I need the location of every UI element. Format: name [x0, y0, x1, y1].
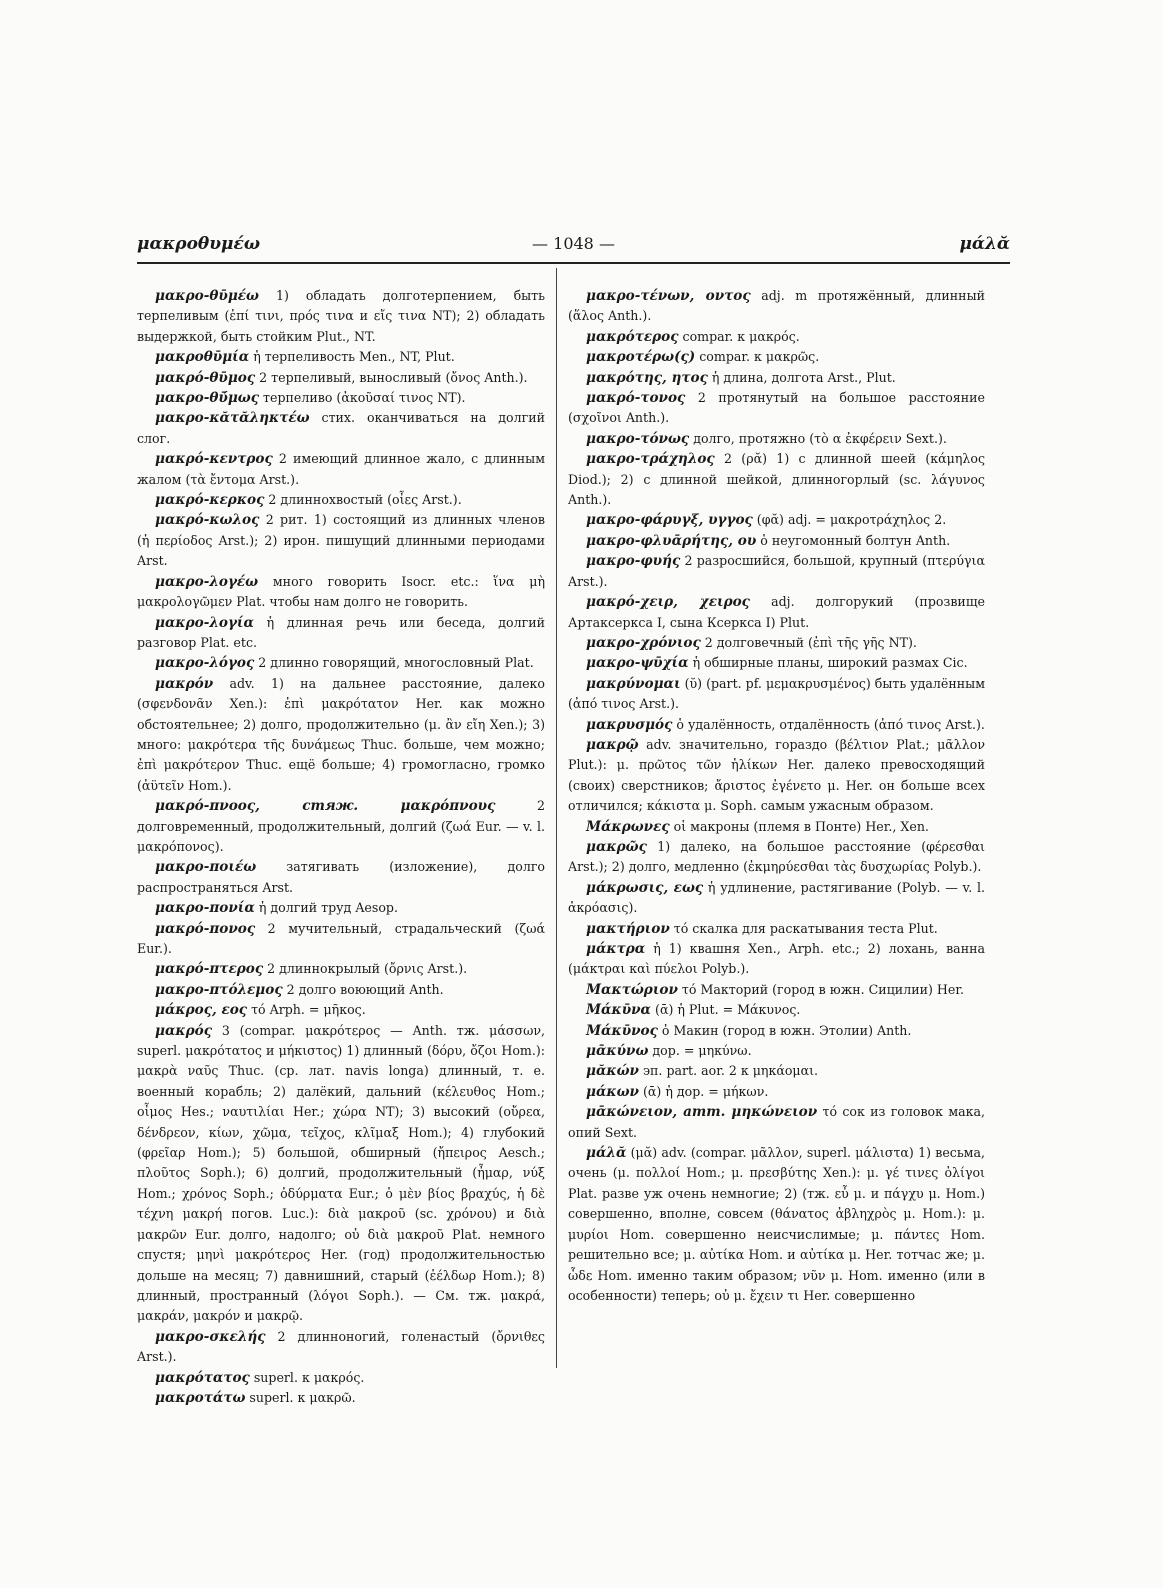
entry-headword: μακροτέρω(ς) [586, 349, 696, 366]
entry-headword: μακρο-ψῡχία [586, 655, 689, 672]
entry-headword: μακρο-πτόλεμος [155, 981, 283, 998]
entry-headword: μακρῷ [586, 736, 639, 753]
entry-headword: μακρο-φυής [586, 553, 681, 570]
running-header [137, 232, 1010, 264]
entry-definition: дор. = μηκύνω. [648, 1043, 752, 1059]
entry-definition: τό сок из головок мака, опий Sext. [568, 1104, 986, 1140]
entry-headword: μάκρωσις, εως [586, 879, 704, 896]
page-number: — 1048 — [532, 234, 615, 253]
entry-headword: μακρό-τονος [586, 390, 686, 407]
entry-headword: μακρο-σκελής [155, 1328, 266, 1345]
entry-definition: 2 рит. 1) состоящий из длинных членов (ἡ περίοδος Arst.); 2) ирон. пишущий длинными периодами Arst. [137, 512, 545, 569]
entry-headword: μᾰκών [586, 1063, 639, 1080]
entry-definition: ἡ удлинение, растягивание (Polyb. — v. l. ἀκρόασις). [568, 879, 985, 916]
dictionary-entry [568, 674, 985, 715]
entry-headword: μᾱκώνειον, атт. μηκώνειον [586, 1104, 818, 1121]
entry-definition: терпеливо (ἀκοῦσαί τινος NT). [259, 390, 466, 406]
entry-definition: ὁ удалённость, отдалённость (ἀπό τινος Arst.). [672, 716, 985, 732]
entry-definition: οἱ макроны (племя в Понте) Her., Xen. [669, 818, 929, 834]
header-first-word: μακροθυμέω [137, 234, 261, 254]
dictionary-entry [568, 939, 985, 980]
dictionary-entry [137, 919, 545, 960]
dictionary-entry [568, 449, 985, 510]
entry-definition: долго, протяжно (τὸ α ἐκφέρειν Sext.). [689, 430, 947, 446]
dictionary-entry [568, 347, 985, 367]
entry-definition: 2 имеющий длинное жало, с длинным жалом (τὰ ἔντομα Arst.). [137, 451, 545, 487]
entry-definition: стих. оканчиваться на долгий слог. [137, 410, 545, 446]
dictionary-entry [137, 1000, 545, 1020]
dictionary-entry [137, 898, 545, 918]
entry-definition: (ᾱ) ἡ Plut. = Μάκυνος. [651, 1002, 801, 1018]
dictionary-entry [568, 878, 985, 919]
dictionary-entry [137, 1388, 545, 1408]
entry-definition: superl. к μακρός. [249, 1369, 365, 1385]
entry-headword: μακρο-λογέω [155, 573, 259, 590]
entry-headword: μακρός [155, 1022, 212, 1039]
entry-headword: μακρο-τόνως [586, 430, 690, 447]
entry-headword: μακρότατος [155, 1369, 250, 1386]
header-last-word: μάλᾰ [959, 234, 1010, 254]
dictionary-entry [137, 674, 545, 796]
entry-definition: 2 длиннохвостый (οἶες Arst.). [264, 492, 462, 508]
entry-headword: μακρό-κερκος [155, 492, 265, 509]
dictionary-entry [568, 1021, 985, 1041]
entry-definition: 2 долговременный, продолжительный, долгий (ζωά Eur. — v. l. μακρόπονος). [137, 798, 545, 854]
entry-definition: (μᾰ) adv. (compar. μᾶλλον, superl. μάλιστα) 1) весьма, очень (μ. πολλοί Hom.; μ. πρεσβύτης Xen.): μ. γέ τινες ὀλίγοι Plat. разве уж очень немногие; 2) (тж. εὖ μ. и πάγχυ μ. Hom.) совершенно, вполне, совсем (θάνατος ἀβληχρὸς μ. Hom.): μ. μυρίοι Hom. совершенно неисчислимые; μ. πάντες Hom. решительно все; μ. αὐτίκα Hom. и αὐτίκα μ. Her. тотчас же; μ. ὧδε Hom. именно таким образом; νῦν μ. Hom. именно (или в особенности) теперь; οὐ μ. ἔχειν τι Her. совершенно [568, 1145, 985, 1303]
dictionary-entry [137, 1327, 545, 1368]
entry-headword: μακροτάτω [155, 1389, 246, 1406]
dictionary-entry [137, 572, 545, 613]
entry-headword: μακρο-ποιέω [155, 859, 257, 876]
entry-headword: μακρο-κᾰτᾰληκτέω [155, 410, 310, 427]
entry-headword: μακρῶς [586, 838, 647, 855]
entry-definition: 2 мучительный, страдальческий (ζωά Eur.). [137, 920, 545, 956]
entry-headword: μακρο-θῡ́μως [155, 390, 260, 407]
entry-definition: (ᾱ) ἡ дор. = μήκων. [638, 1083, 769, 1099]
entry-definition: 3 (compar. μακρότερος — Anth. тж. μάσσων, superl. μακρότατος и μήκιστος) 1) длинный (δόρυ, ὄζοι Hom.): μακρὰ ναῦς Thuc. (ср. лат. navis longa) длинный, т. е. военный корабль; 2) далёкий, дальний (κέλευθος Hom.; οἶμος Hes.; ναυτιλίαι Her.; χώρα NT); 3) высокий (οὔρεα, δένδρεον, κίων, χῶμα, τεῖχος, κλῖμαξ Hom.); 4) глубокий (φρεῖαρ Hom.); 5) большой, обширный (ἤπειρος Aesch.; πλοῦτος Soph.); 6) долгий, продолжительный (ἦμαρ, νύξ Hom.; χρόνος Soph.; ὀδύρματα Eur.; ὁ μὲν βίος βραχύς, ἡ δὲ τέχνη μακρή погов. Luc.): διὰ μακροῦ (sc. χρόνου) и διὰ μακρῶν Eur. долго, надолго; οὐ διὰ μακροῦ Plat. немного спустя; μηνὶ μακρότερος Her. (год) продолжительностью дольше на месяц; 7) давнишний, старый (ἐέλδωρ Hom.); 8) длинный, пространный (λόγοι Soph.). — См. тж. μακρά, μακράν, μακρόν и μακρῷ. [137, 1022, 545, 1324]
dictionary-entry [568, 368, 985, 388]
entry-definition: 1) обладать долготерпением, быть терпеливым (ἐπί τινι, πρός τινα и εἴς τινα NT); 2) обладать выдержкой, быть стойким Plut., NT. [137, 288, 545, 344]
dictionary-entry [137, 796, 545, 857]
dictionary-entry [137, 388, 545, 408]
dictionary-entry [568, 653, 985, 673]
entry-definition: 2 (ρᾰ) 1) с длинной шеей (κάμηλος Diod.); 2) с длинной шейкой, длинногорлый (sc. λάγυνος Anth.). [568, 451, 985, 508]
entry-headword: μακρο-τράχηλος [586, 451, 715, 468]
entry-headword: Μάκῡνα [586, 1002, 652, 1019]
entry-definition: adj. долгорукий (прозвище Артаксеркса I, сына Ксеркса I) Plut. [568, 594, 985, 630]
entry-headword: μακτήριον [586, 920, 670, 937]
dictionary-entry [137, 1021, 545, 1327]
dictionary-entry [137, 959, 545, 979]
dictionary-entry [568, 327, 985, 347]
entry-headword: μακρό-πονος [155, 920, 256, 937]
dictionary-entry [137, 368, 545, 388]
dictionary-entry [568, 715, 985, 735]
dictionary-entry [568, 980, 985, 1000]
dictionary-entry [568, 1102, 985, 1143]
entry-headword: Μάκρωνες [586, 818, 670, 835]
entry-definition: эп. part. aor. 2 к μηκάομαι. [638, 1063, 819, 1079]
entry-definition: (ῠ) (part. pf. μεμακρυσμένος) быть удалённым (ἀπό τινος Arst.). [568, 675, 985, 712]
dictionary-entry [137, 286, 545, 347]
entry-definition: ἡ 1) квашня Xen., Arph. etc.; 2) лохань, ванна (μάκτραι καὶ πύελοι Polyb.). [568, 941, 985, 977]
dictionary-entry [568, 551, 985, 592]
entry-definition: ἡ долгий труд Aesop. [254, 900, 398, 916]
dictionary-entry [568, 1143, 985, 1306]
entry-headword: μακρό-χειρ, χειρος [586, 594, 750, 611]
dictionary-entry [568, 633, 985, 653]
dictionary-entry [137, 980, 545, 1000]
column-divider [556, 268, 557, 1368]
entry-headword: μακρό-κεντρος [155, 451, 273, 468]
entry-definition: 2 терпеливый, выносливый (ὄνος Anth.). [255, 369, 528, 385]
entry-definition: ὁ Макин (город в южн. Этолии) Anth. [657, 1022, 912, 1038]
entry-headword: μακρόν [155, 675, 214, 692]
entry-headword: μακρο-θῡμέω [155, 288, 260, 304]
entry-definition: ἡ терпеливость Men., NT, Plut. [249, 349, 455, 365]
dictionary-entry [568, 817, 985, 837]
entry-definition: τό скалка для раскатывания теста Plut. [669, 920, 938, 936]
entry-headword: μακρο-φλυᾱρήτης, ου [586, 532, 757, 549]
entry-headword: μάκρος, εος [155, 1002, 248, 1019]
dictionary-entry [568, 837, 985, 878]
entry-headword: μακρο-πονία [155, 900, 255, 917]
entry-definition: superl. к μακρῶ. [245, 1389, 356, 1405]
dictionary-entry [137, 857, 545, 898]
entry-definition: compar. к μακρῶς. [695, 349, 820, 365]
dictionary-entry [137, 613, 545, 654]
entry-headword: μακρότερος [586, 328, 679, 345]
entry-definition: adj. m протяжённый, длинный (ἅλος Anth.). [568, 288, 985, 324]
entry-definition: ἡ длина, долгота Arst., Plut. [707, 369, 896, 385]
entry-headword: μακρο-τένων, οντος [586, 288, 751, 304]
dictionary-entry [568, 1041, 985, 1061]
dictionary-entry [137, 1368, 545, 1388]
entry-definition: 2 длинноногий, голенастый (ὄρνιθες Arst.). [137, 1328, 545, 1365]
entry-headword: μακρό-κωλος [155, 512, 260, 529]
entry-definition: затягивать (изложение), долго распространяться Arst. [137, 859, 545, 895]
dictionary-entry [568, 919, 985, 939]
entry-headword: μακροθῡμία [155, 349, 250, 366]
dictionary-entry [568, 735, 985, 817]
entry-headword: μακρο-χρόνιος [586, 634, 701, 651]
dictionary-entry [568, 388, 985, 429]
dictionary-entry [137, 653, 545, 673]
entry-definition: ὁ неугомонный болтун Anth. [756, 532, 951, 548]
entry-headword: Μάκῡνος [586, 1022, 658, 1039]
dictionary-entry [137, 490, 545, 510]
entry-headword: μάκτρα [586, 941, 646, 957]
entry-definition: 2 разросшийся, большой, крупный (πτερύγια Arst.). [568, 553, 985, 589]
entry-definition: много говорить Isocr. etc.: ἵνα μὴ μακρολογῶμεν Plat. чтобы нам долго не говорить. [137, 573, 545, 610]
dictionary-entry [568, 1061, 985, 1081]
left-column [137, 286, 545, 1408]
entry-headword: μακρό-πνοος, стяж. μακρόπνους [155, 798, 496, 815]
dictionary-entry [137, 510, 545, 571]
entry-definition: τό Макторий (город в южн. Сицилии) Her. [677, 981, 964, 997]
entry-definition: 1) далеко, на большое расстояние (φέρεσθαι Arst.); 2) долго, медленно (ἐκμηρύεσθαι τὰς δυσχωρίας Polyb.). [568, 838, 985, 875]
entry-headword: μακρο-λογία [155, 614, 254, 631]
dictionary-entry [568, 592, 985, 633]
entry-headword: μακρύνομαι [586, 675, 681, 692]
entry-definition: 2 протянутый на большое расстояние (σχοῖνοι Anth.). [568, 390, 985, 426]
entry-headword: μακρο-φάρυγξ, υγγος [586, 512, 753, 529]
entry-definition: τό Arph. = μῆκος. [247, 1002, 366, 1018]
entry-definition: adv. 1) на дальнее расстояние, далеко (σφενδονᾶν Xen.): ἐπὶ μακρότατον Her. как можно обстоятельнее; 2) долго, продолжительно (μ. ἂν εἴη Xen.); 3) много: μακρότερα τῆς δυνάμεως Thuc. больше, чем можно; ἐπὶ μακρότερον Thuc. ещё больше; 4) громогласно, громко (ἀϋτεῖν Hom.). [137, 675, 545, 793]
entry-headword: μακρό-πτερος [155, 961, 264, 978]
entry-definition: compar. к μακρός. [678, 328, 800, 344]
dictionary-entry [568, 1000, 985, 1020]
dictionary-entry [137, 449, 545, 490]
dictionary-entry [137, 408, 545, 449]
entry-headword: μάλᾰ [586, 1145, 627, 1162]
entry-headword: μακρότης, ητος [586, 369, 708, 386]
entry-headword: μακρό-θῡμος [155, 369, 256, 386]
entry-definition: 2 долго воюющий Anth. [282, 981, 444, 997]
dictionary-entry [568, 1082, 985, 1102]
entry-definition: adv. значительно, гораздо (βέλτιον Plat.; μᾶλλον Plut.): μ. πρῶτος τῶν ἡλίκων Her. далеко превосходящий (своих) сверстников; ἄριστος ἐγένετο μ. Her. он больше всех отличился; κάκιστα μ. Soph. самым ужасным образом. [568, 736, 985, 814]
entry-definition: ἡ длинная речь или беседа, долгий разговор Plat. etc. [137, 614, 545, 650]
entry-definition: 2 длинно говорящий, многословный Plat. [254, 655, 534, 671]
entry-headword: μακρυσμός [586, 716, 673, 733]
entry-headword: μάκων [586, 1083, 639, 1100]
entry-definition: 2 длиннокрылый (ὄρνις Arst.). [263, 961, 468, 977]
dictionary-entry [568, 429, 985, 449]
entry-definition: 2 долговечный (ἐπὶ τῆς γῆς NT). [700, 634, 917, 650]
dictionary-entry [568, 531, 985, 551]
entry-headword: Μακτώριον [586, 981, 678, 998]
entry-definition: (φᾰ) adj. = μακροτράχηλος 2. [752, 512, 947, 528]
right-column [568, 286, 985, 1306]
dictionary-entry [568, 286, 985, 327]
dictionary-entry [137, 347, 545, 367]
entry-headword: μᾱκύνω [586, 1043, 649, 1060]
dictionary-entry [568, 510, 985, 530]
entry-headword: μακρο-λόγος [155, 655, 255, 672]
entry-definition: ἡ обширные планы, широкий размах Cic. [688, 655, 968, 671]
